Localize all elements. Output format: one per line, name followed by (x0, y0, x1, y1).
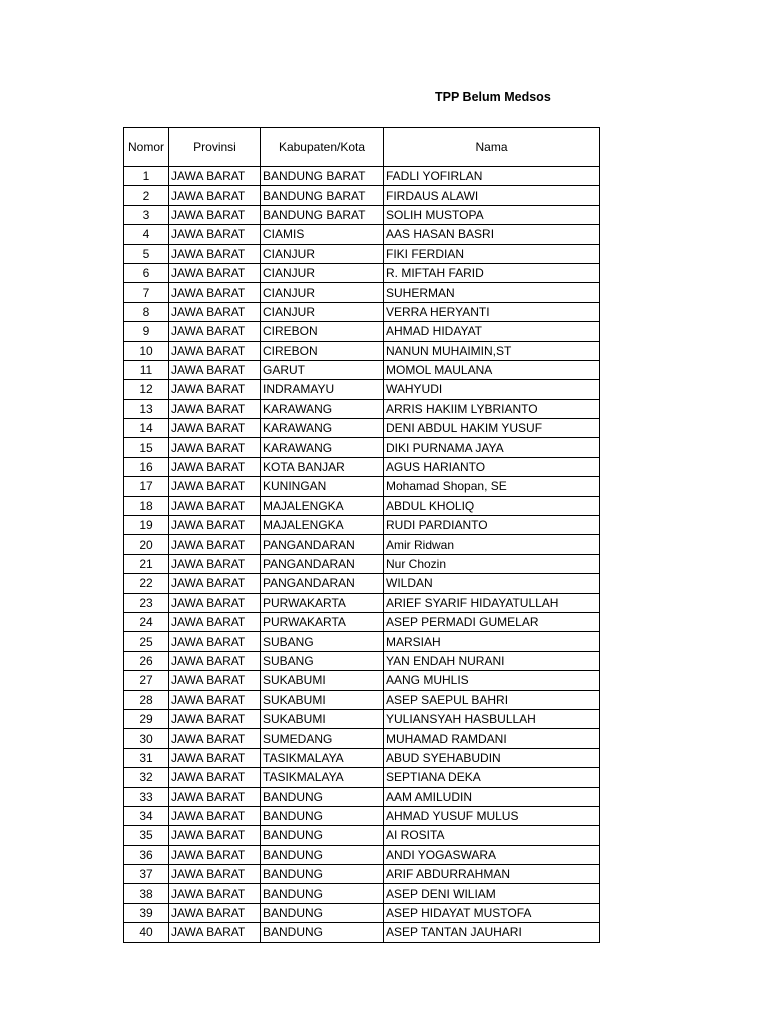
cell-nama: YAN ENDAH NURANI (384, 651, 600, 670)
cell-provinsi: JAWA BARAT (169, 612, 261, 631)
cell-nama: AAM AMILUDIN (384, 787, 600, 806)
cell-provinsi: JAWA BARAT (169, 632, 261, 651)
cell-kabupaten-kota: BANDUNG (261, 806, 384, 825)
header-nomor: Nomor (124, 128, 169, 167)
table-row (124, 806, 600, 825)
cell-kabupaten-kota: KOTA BANJAR (261, 457, 384, 476)
cell-kabupaten-kota: PANGANDARAN (261, 535, 384, 554)
table-row (124, 574, 600, 593)
cell-nama: ARRIS HAKIIM LYBRIANTO (384, 399, 600, 418)
cell-provinsi: JAWA BARAT (169, 729, 261, 748)
cell-kabupaten-kota: BANDUNG BARAT (261, 205, 384, 224)
cell-kabupaten-kota: TASIKMALAYA (261, 748, 384, 767)
cell-nomor: 16 (124, 457, 169, 476)
cell-kabupaten-kota: SUBANG (261, 651, 384, 670)
cell-nomor: 15 (124, 438, 169, 457)
cell-kabupaten-kota: BANDUNG (261, 826, 384, 845)
cell-kabupaten-kota: CIANJUR (261, 302, 384, 321)
header-provinsi: Provinsi (169, 128, 261, 167)
cell-nama: MOMOL MAULANA (384, 360, 600, 379)
cell-nomor: 31 (124, 748, 169, 767)
table-row (124, 593, 600, 612)
cell-nomor: 9 (124, 322, 169, 341)
cell-provinsi: JAWA BARAT (169, 516, 261, 535)
cell-kabupaten-kota: CIREBON (261, 341, 384, 360)
cell-kabupaten-kota: BANDUNG BARAT (261, 167, 384, 186)
cell-kabupaten-kota: SUKABUMI (261, 671, 384, 690)
cell-provinsi: JAWA BARAT (169, 225, 261, 244)
cell-nama: ABDUL KHOLIQ (384, 496, 600, 515)
table-row (124, 341, 600, 360)
table-row (124, 419, 600, 438)
cell-nama: NANUN MUHAIMIN,ST (384, 341, 600, 360)
cell-nomor: 13 (124, 399, 169, 418)
cell-nomor: 40 (124, 923, 169, 942)
table-row (124, 612, 600, 631)
cell-provinsi: JAWA BARAT (169, 496, 261, 515)
cell-nama: ARIF ABDURRAHMAN (384, 865, 600, 884)
cell-provinsi: JAWA BARAT (169, 205, 261, 224)
cell-nama: AANG MUHLIS (384, 671, 600, 690)
cell-provinsi: JAWA BARAT (169, 884, 261, 903)
table-row (124, 516, 600, 535)
table-row (124, 283, 600, 302)
cell-nomor: 11 (124, 360, 169, 379)
table-row (124, 826, 600, 845)
cell-kabupaten-kota: CIREBON (261, 322, 384, 341)
table-row (124, 535, 600, 554)
cell-provinsi: JAWA BARAT (169, 554, 261, 573)
table-row (124, 457, 600, 476)
table-row (124, 748, 600, 767)
table-row (124, 399, 600, 418)
table-row (124, 632, 600, 651)
cell-nama: AAS HASAN BASRI (384, 225, 600, 244)
cell-nomor: 18 (124, 496, 169, 515)
cell-nama: ABUD SYEHABUDIN (384, 748, 600, 767)
cell-kabupaten-kota: PANGANDARAN (261, 574, 384, 593)
header-kabupaten-kota: Kabupaten/Kota (261, 128, 384, 167)
cell-provinsi: JAWA BARAT (169, 535, 261, 554)
cell-kabupaten-kota: INDRAMAYU (261, 380, 384, 399)
cell-nomor: 22 (124, 574, 169, 593)
table-row (124, 186, 600, 205)
cell-nomor: 23 (124, 593, 169, 612)
cell-provinsi: JAWA BARAT (169, 865, 261, 884)
cell-nama: MUHAMAD RAMDANI (384, 729, 600, 748)
cell-provinsi: JAWA BARAT (169, 690, 261, 709)
cell-nama: ASEP DENI WILIAM (384, 884, 600, 903)
cell-kabupaten-kota: KUNINGAN (261, 477, 384, 496)
table-row (124, 496, 600, 515)
cell-nama: SOLIH MUSTOPA (384, 205, 600, 224)
cell-nama: AHMAD YUSUF MULUS (384, 806, 600, 825)
cell-kabupaten-kota: CIANJUR (261, 283, 384, 302)
table-row (124, 865, 600, 884)
cell-provinsi: JAWA BARAT (169, 380, 261, 399)
cell-nomor: 17 (124, 477, 169, 496)
cell-nama: Nur Chozin (384, 554, 600, 573)
cell-nomor: 33 (124, 787, 169, 806)
cell-provinsi: JAWA BARAT (169, 709, 261, 728)
table-row (124, 787, 600, 806)
cell-nama: VERRA HERYANTI (384, 302, 600, 321)
cell-provinsi: JAWA BARAT (169, 244, 261, 263)
cell-kabupaten-kota: BANDUNG (261, 884, 384, 903)
cell-provinsi: JAWA BARAT (169, 341, 261, 360)
cell-provinsi: JAWA BARAT (169, 923, 261, 942)
cell-kabupaten-kota: CIAMIS (261, 225, 384, 244)
cell-nama: WAHYUDI (384, 380, 600, 399)
table-row (124, 845, 600, 864)
cell-nomor: 27 (124, 671, 169, 690)
cell-kabupaten-kota: PANGANDARAN (261, 554, 384, 573)
cell-provinsi: JAWA BARAT (169, 438, 261, 457)
cell-provinsi: JAWA BARAT (169, 167, 261, 186)
table-row (124, 923, 600, 942)
table-body (124, 167, 600, 943)
cell-nomor: 24 (124, 612, 169, 631)
cell-nomor: 1 (124, 167, 169, 186)
cell-kabupaten-kota: BANDUNG BARAT (261, 186, 384, 205)
cell-nama: MARSIAH (384, 632, 600, 651)
table-row (124, 244, 600, 263)
cell-nama: SEPTIANA DEKA (384, 768, 600, 787)
cell-nama: ANDI YOGASWARA (384, 845, 600, 864)
cell-nomor: 21 (124, 554, 169, 573)
cell-nama: ASEP PERMADI GUMELAR (384, 612, 600, 631)
cell-nomor: 35 (124, 826, 169, 845)
table-row (124, 205, 600, 224)
cell-nomor: 12 (124, 380, 169, 399)
cell-kabupaten-kota: SUKABUMI (261, 709, 384, 728)
table-row (124, 651, 600, 670)
cell-nama: RUDI PARDIANTO (384, 516, 600, 535)
cell-nomor: 20 (124, 535, 169, 554)
cell-nomor: 3 (124, 205, 169, 224)
cell-provinsi: JAWA BARAT (169, 593, 261, 612)
cell-nama: ASEP HIDAYAT MUSTOFA (384, 903, 600, 922)
cell-nomor: 26 (124, 651, 169, 670)
cell-provinsi: JAWA BARAT (169, 651, 261, 670)
cell-provinsi: JAWA BARAT (169, 399, 261, 418)
cell-kabupaten-kota: CIANJUR (261, 244, 384, 263)
cell-kabupaten-kota: BANDUNG (261, 923, 384, 942)
cell-nomor: 5 (124, 244, 169, 263)
cell-kabupaten-kota: MAJALENGKA (261, 516, 384, 535)
cell-kabupaten-kota: MAJALENGKA (261, 496, 384, 515)
cell-kabupaten-kota: TASIKMALAYA (261, 768, 384, 787)
cell-kabupaten-kota: SUMEDANG (261, 729, 384, 748)
cell-nomor: 38 (124, 884, 169, 903)
cell-provinsi: JAWA BARAT (169, 322, 261, 341)
cell-kabupaten-kota: BANDUNG (261, 787, 384, 806)
cell-provinsi: JAWA BARAT (169, 283, 261, 302)
table-row (124, 729, 600, 748)
cell-nama: ASEP SAEPUL BAHRI (384, 690, 600, 709)
cell-nama: Mohamad Shopan, SE (384, 477, 600, 496)
cell-nama: ASEP TANTAN JAUHARI (384, 923, 600, 942)
cell-nomor: 7 (124, 283, 169, 302)
cell-nomor: 14 (124, 419, 169, 438)
cell-provinsi: JAWA BARAT (169, 302, 261, 321)
cell-nama: Amir Ridwan (384, 535, 600, 554)
cell-nama: WILDAN (384, 574, 600, 593)
cell-nomor: 34 (124, 806, 169, 825)
table-row (124, 167, 600, 186)
document-title: TPP Belum Medsos (435, 90, 551, 104)
table-row (124, 360, 600, 379)
table-row (124, 263, 600, 282)
cell-nomor: 25 (124, 632, 169, 651)
cell-nomor: 28 (124, 690, 169, 709)
table-row (124, 690, 600, 709)
cell-provinsi: JAWA BARAT (169, 845, 261, 864)
header-nama: Nama (384, 128, 600, 167)
cell-nama: FIKI FERDIAN (384, 244, 600, 263)
cell-nomor: 29 (124, 709, 169, 728)
table-row (124, 768, 600, 787)
table-row (124, 302, 600, 321)
cell-provinsi: JAWA BARAT (169, 826, 261, 845)
cell-kabupaten-kota: BANDUNG (261, 865, 384, 884)
cell-kabupaten-kota: SUKABUMI (261, 690, 384, 709)
cell-nomor: 37 (124, 865, 169, 884)
cell-nomor: 30 (124, 729, 169, 748)
cell-nomor: 19 (124, 516, 169, 535)
cell-provinsi: JAWA BARAT (169, 903, 261, 922)
cell-kabupaten-kota: KARAWANG (261, 438, 384, 457)
cell-provinsi: JAWA BARAT (169, 748, 261, 767)
cell-nomor: 32 (124, 768, 169, 787)
cell-nama: SUHERMAN (384, 283, 600, 302)
cell-nomor: 39 (124, 903, 169, 922)
cell-provinsi: JAWA BARAT (169, 806, 261, 825)
table-header-row (124, 128, 600, 167)
cell-kabupaten-kota: KARAWANG (261, 419, 384, 438)
cell-nomor: 2 (124, 186, 169, 205)
cell-nama: DIKI PURNAMA JAYA (384, 438, 600, 457)
cell-nama: YULIANSYAH HASBULLAH (384, 709, 600, 728)
cell-provinsi: JAWA BARAT (169, 186, 261, 205)
cell-provinsi: JAWA BARAT (169, 457, 261, 476)
cell-nomor: 8 (124, 302, 169, 321)
cell-nomor: 4 (124, 225, 169, 244)
cell-nama: R. MIFTAH FARID (384, 263, 600, 282)
cell-kabupaten-kota: SUBANG (261, 632, 384, 651)
table-row (124, 903, 600, 922)
cell-nama: FIRDAUS ALAWI (384, 186, 600, 205)
table-row (124, 438, 600, 457)
cell-nama: AHMAD HIDAYAT (384, 322, 600, 341)
cell-provinsi: JAWA BARAT (169, 360, 261, 379)
cell-kabupaten-kota: BANDUNG (261, 845, 384, 864)
cell-nomor: 36 (124, 845, 169, 864)
cell-provinsi: JAWA BARAT (169, 768, 261, 787)
cell-provinsi: JAWA BARAT (169, 419, 261, 438)
cell-provinsi: JAWA BARAT (169, 787, 261, 806)
cell-kabupaten-kota: PURWAKARTA (261, 593, 384, 612)
cell-provinsi: JAWA BARAT (169, 671, 261, 690)
cell-nama: ARIEF SYARIF HIDAYATULLAH (384, 593, 600, 612)
cell-kabupaten-kota: PURWAKARTA (261, 612, 384, 631)
table-row (124, 380, 600, 399)
cell-nama: AGUS HARIANTO (384, 457, 600, 476)
cell-provinsi: JAWA BARAT (169, 574, 261, 593)
table-row (124, 225, 600, 244)
cell-nomor: 6 (124, 263, 169, 282)
cell-nama: AI ROSITA (384, 826, 600, 845)
table-row (124, 554, 600, 573)
cell-nomor: 10 (124, 341, 169, 360)
cell-provinsi: JAWA BARAT (169, 263, 261, 282)
cell-kabupaten-kota: KARAWANG (261, 399, 384, 418)
table-row (124, 477, 600, 496)
cell-kabupaten-kota: GARUT (261, 360, 384, 379)
cell-kabupaten-kota: BANDUNG (261, 903, 384, 922)
cell-nama: FADLI YOFIRLAN (384, 167, 600, 186)
table-row (124, 884, 600, 903)
data-table (123, 127, 600, 943)
cell-kabupaten-kota: CIANJUR (261, 263, 384, 282)
table-row (124, 709, 600, 728)
cell-provinsi: JAWA BARAT (169, 477, 261, 496)
table-row (124, 322, 600, 341)
cell-nama: DENI ABDUL HAKIM YUSUF (384, 419, 600, 438)
table-row (124, 671, 600, 690)
